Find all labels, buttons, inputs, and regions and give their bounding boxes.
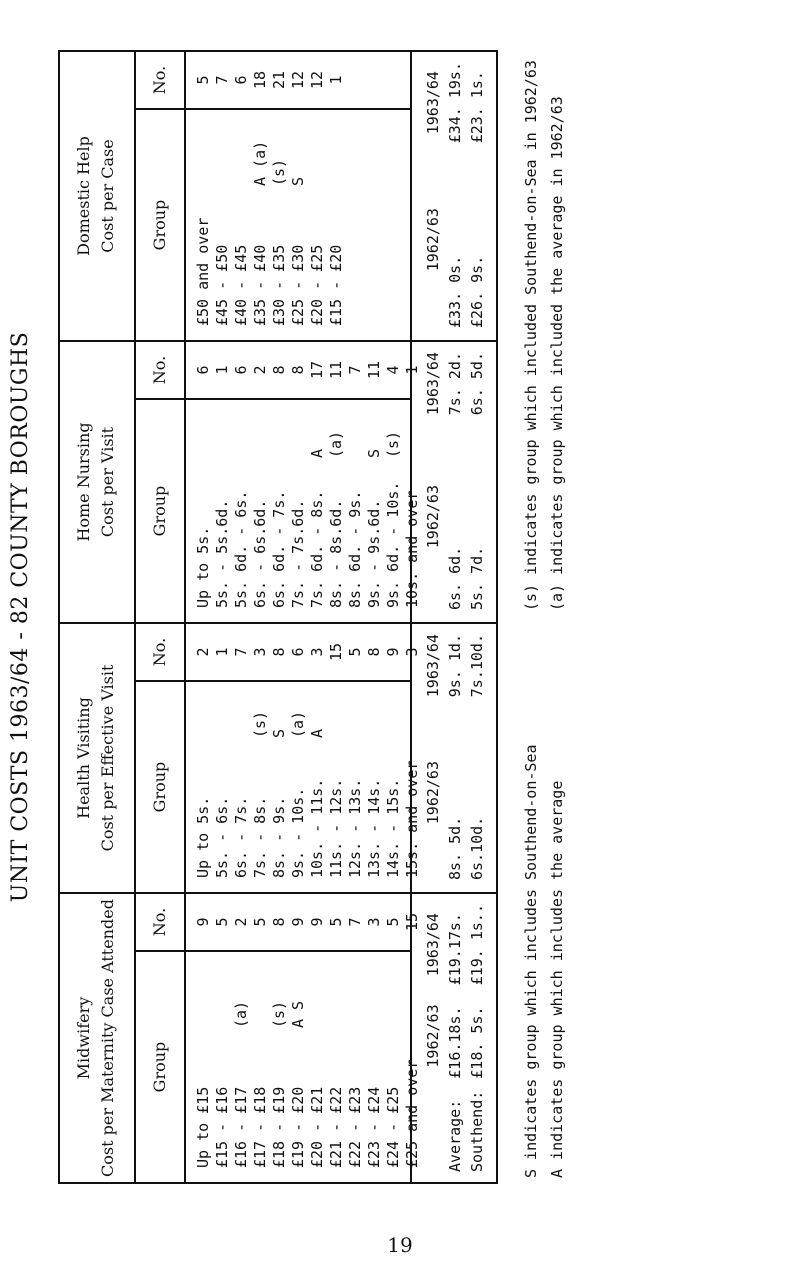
count-column-header: No. <box>136 342 186 398</box>
group-range: 14s. - 15s. <box>384 778 402 878</box>
group-marker: S <box>270 728 288 738</box>
group-marker: A <box>308 448 326 458</box>
section-heading-line-2: Cost per Effective Visit <box>98 664 117 852</box>
average-year-b: £19.17s. <box>446 913 464 986</box>
group-row <box>251 118 270 326</box>
count-value: 7 <box>232 647 250 657</box>
footer-year-a <box>412 151 496 340</box>
count-value: 18 <box>251 70 269 90</box>
group-row <box>327 118 346 326</box>
average-label: Average: <box>446 1099 464 1172</box>
count-value: 21 <box>270 70 288 90</box>
average-year-b: 9s. 1d. <box>446 634 464 698</box>
count-value: 8 <box>270 647 288 657</box>
group-range: £25 - £30 <box>289 244 307 326</box>
section-health-visiting <box>60 622 496 892</box>
count-value: 4 <box>384 365 402 375</box>
group-range: £22 - £23 <box>346 1086 364 1168</box>
count-value: 1 <box>403 365 421 375</box>
group-row <box>194 118 213 326</box>
section-heading <box>60 624 136 892</box>
group-rows <box>186 952 422 1182</box>
count-value: 15 <box>403 912 421 932</box>
group-row <box>384 960 403 1168</box>
count-value: 12 <box>308 70 326 90</box>
count-value: 9 <box>289 917 307 927</box>
count-column <box>136 342 421 398</box>
average-year-a: 8s. 5d. <box>446 816 464 880</box>
group-range: 15s. and over <box>403 760 421 878</box>
section-heading-line-2: Cost per Visit <box>98 426 117 538</box>
footer-year-a <box>412 705 496 892</box>
group-range: Up to £15 <box>194 1086 212 1168</box>
year-b-header: 1963/64 <box>424 913 442 977</box>
southend-year-b: 6s. 5d. <box>468 352 486 416</box>
count-value: 11 <box>327 360 345 380</box>
group-row <box>270 118 289 326</box>
group-row <box>365 960 384 1168</box>
average-year-a: 6s. 6d. <box>446 546 464 610</box>
count-value: 2 <box>232 917 250 927</box>
group-row <box>308 118 327 326</box>
count-column-header: No. <box>136 624 186 680</box>
group-table <box>136 624 421 892</box>
count-value: 8 <box>270 917 288 927</box>
count-value: 3 <box>251 647 269 657</box>
group-range: 10s. - 11s. <box>308 778 326 878</box>
count-rows <box>186 624 422 680</box>
group-column <box>136 950 421 1182</box>
group-row <box>270 960 289 1168</box>
group-marker: A S <box>289 1000 307 1028</box>
footer-labels <box>412 1091 496 1182</box>
group-range: £24 - £25 <box>384 1086 402 1168</box>
count-value: 9 <box>308 917 326 927</box>
count-value: 12 <box>289 70 307 90</box>
count-value: 5 <box>251 917 269 927</box>
group-column <box>136 398 421 622</box>
group-marker: (s) <box>270 158 288 186</box>
group-row <box>346 690 365 878</box>
group-marker: (s) <box>251 710 269 738</box>
count-rows <box>186 894 422 950</box>
group-range: 8s. - 9s. <box>270 796 288 878</box>
section-heading-line-1: Midwifery <box>74 996 93 1080</box>
group-row <box>194 408 213 608</box>
count-value: 11 <box>365 360 383 380</box>
average-year-a: £16.18s. <box>446 1006 464 1079</box>
group-range: £17 - £18 <box>251 1086 269 1168</box>
count-value: 5 <box>327 917 345 927</box>
count-value: 1 <box>213 365 231 375</box>
group-range: 5s. 6d. - 6s. <box>232 490 250 608</box>
group-row <box>346 408 365 608</box>
group-row <box>289 690 308 878</box>
section-heading-line-2: Cost per Case <box>98 139 117 253</box>
section-heading <box>60 894 136 1182</box>
count-rows <box>186 52 346 108</box>
group-row <box>327 960 346 1168</box>
group-range: £15 - £16 <box>213 1086 231 1168</box>
group-range: Up to 5s. <box>194 526 212 608</box>
count-column <box>136 52 410 108</box>
legend-notes <box>518 50 570 1184</box>
count-value: 15 <box>327 642 345 662</box>
average-year-a: £33. 0s. <box>446 255 464 328</box>
group-row <box>194 960 213 1168</box>
group-range: £15 - £20 <box>327 244 345 326</box>
count-column-header: No. <box>136 894 186 950</box>
group-row <box>213 960 232 1168</box>
section-heading <box>60 342 136 622</box>
footer-year-a <box>412 423 496 622</box>
group-marker: (s) <box>270 1000 288 1028</box>
count-value: 7 <box>346 365 364 375</box>
group-marker: (a) <box>232 1000 250 1028</box>
group-range: 5s. - 6s. <box>213 796 231 878</box>
group-column <box>136 680 421 892</box>
group-marker: A <box>308 728 326 738</box>
group-row <box>308 960 327 1168</box>
average-year-b: £34. 19s. <box>446 62 464 144</box>
group-range: 6s. 6d. - 7s. <box>270 490 288 608</box>
year-b-header: 1963/64 <box>424 71 442 135</box>
southend-year-a: 6s.10d. <box>468 816 486 880</box>
group-range: £30 - £35 <box>270 244 288 326</box>
count-value: 7 <box>346 917 364 927</box>
count-value: 3 <box>403 647 421 657</box>
year-a-header: 1962/63 <box>424 1004 442 1068</box>
group-rows <box>186 400 422 622</box>
group-rows <box>186 110 346 340</box>
count-value: 17 <box>308 360 326 380</box>
group-range: 8s. - 8s.6d. <box>327 499 345 608</box>
southend-label: Southend: <box>468 1090 486 1172</box>
southend-year-a: £26. 9s. <box>468 255 486 328</box>
count-value: 5 <box>384 917 402 927</box>
group-row <box>213 690 232 878</box>
note-a-paren: (a) indicates group which included the average in 1962/63 <box>548 96 566 611</box>
group-range: 7s. - 7s.6d. <box>289 499 307 608</box>
group-range: 9s. 6d. - 10s. <box>384 481 402 608</box>
group-row <box>251 960 270 1168</box>
count-value: 6 <box>232 75 250 85</box>
group-row <box>232 690 251 878</box>
count-value: 6 <box>232 365 250 375</box>
group-row <box>289 408 308 608</box>
group-range: 9s. - 9s.6d. <box>365 499 383 608</box>
page-title: UNIT COSTS 1963/64 - 82 COUNTY BOROUGHS <box>8 331 33 903</box>
group-range: £25 and over <box>403 1059 421 1168</box>
group-row <box>327 408 346 608</box>
year-b-header: 1963/64 <box>424 634 442 698</box>
year-a-header: 1962/63 <box>424 485 442 549</box>
group-marker: (a) <box>289 710 307 738</box>
group-row <box>213 408 232 608</box>
section-heading-line-1: Health Visiting <box>74 697 93 819</box>
group-range: £19 - £20 <box>289 1086 307 1168</box>
footer-spacer <box>422 1091 444 1172</box>
rotated-table-page <box>8 50 566 1184</box>
group-row <box>308 408 327 608</box>
group-column-header: Group <box>136 400 186 622</box>
group-table <box>136 894 421 1182</box>
group-rows <box>186 682 422 892</box>
page-number: 19 <box>387 1233 413 1257</box>
group-range: 6s. - 6s.6d. <box>251 499 269 608</box>
group-range: £35 - £40 <box>251 244 269 326</box>
count-value: 5 <box>346 647 364 657</box>
count-column <box>136 624 421 680</box>
group-marker: S <box>289 176 307 186</box>
group-range: 10s. and over <box>403 490 421 608</box>
count-value: 8 <box>270 365 288 375</box>
section-home-nursing <box>60 340 496 622</box>
group-range: 7s. - 8s. <box>251 796 269 878</box>
southend-year-b: £19. 1s.. <box>468 904 486 986</box>
count-column <box>136 894 421 950</box>
group-row <box>270 408 289 608</box>
count-value: 5 <box>213 917 231 927</box>
section-domestic-help <box>60 52 496 340</box>
group-marker: A (a) <box>251 140 269 186</box>
group-marker: S <box>365 448 383 458</box>
group-row <box>232 118 251 326</box>
group-range: 5s. - 5s.6d. <box>213 499 231 608</box>
group-row <box>384 690 403 878</box>
group-range: 12s. - 13s. <box>346 778 364 878</box>
group-row <box>384 408 403 608</box>
group-range: 6s. - 7s. <box>232 796 250 878</box>
group-row <box>251 690 270 878</box>
count-value: 3 <box>365 917 383 927</box>
southend-year-b: £23. 1s. <box>468 71 486 144</box>
group-row <box>365 690 384 878</box>
group-range: £18 - £19 <box>270 1086 288 1168</box>
group-range: 7s. 6d. - 8s. <box>308 490 326 608</box>
section-heading <box>60 52 136 340</box>
group-row <box>327 690 346 878</box>
group-column-header: Group <box>136 110 186 340</box>
note-a: A indicates group which includes the average <box>548 780 566 1178</box>
count-value: 2 <box>251 365 269 375</box>
averages-footer <box>412 52 496 340</box>
section-heading-line-1: Home Nursing <box>74 422 93 542</box>
group-range: 8s. 6d. - 9s. <box>346 490 364 608</box>
note-s: S indicates group which includes Southend-on-Sea <box>522 744 540 1178</box>
group-range: 11s. - 12s. <box>327 778 345 878</box>
group-range: 9s. - 10s. <box>289 787 307 878</box>
count-value: 1 <box>213 647 231 657</box>
count-value: 5 <box>194 75 212 85</box>
group-row <box>346 960 365 1168</box>
group-row <box>308 690 327 878</box>
southend-year-a: £18. 5s. <box>468 1006 486 1079</box>
group-table <box>136 52 412 340</box>
group-row <box>213 118 232 326</box>
group-row <box>232 408 251 608</box>
year-a-header: 1962/63 <box>424 208 442 272</box>
count-value: 7 <box>213 75 231 85</box>
group-range: £20 - £25 <box>308 244 326 326</box>
group-marker: (s) <box>384 430 402 458</box>
count-value: 8 <box>365 647 383 657</box>
count-value: 1 <box>327 75 345 85</box>
group-row <box>232 960 251 1168</box>
group-range: Up to 5s. <box>194 796 212 878</box>
group-table <box>136 342 421 622</box>
group-range: £40 - £45 <box>232 244 250 326</box>
footer-year-a <box>412 993 496 1090</box>
group-row <box>289 118 308 326</box>
group-marker: (a) <box>327 430 345 458</box>
southend-year-b: 7s.10d. <box>468 634 486 698</box>
group-column-header: Group <box>136 952 186 1182</box>
group-row <box>270 690 289 878</box>
count-value: 9 <box>194 917 212 927</box>
averages-footer <box>412 342 496 622</box>
footer-year-b <box>412 894 496 993</box>
averages-footer <box>412 624 496 892</box>
count-value: 8 <box>289 365 307 375</box>
count-rows <box>186 342 422 398</box>
southend-year-a: 5s. 7d. <box>468 546 486 610</box>
section-heading-line-2: Cost per Maternity Case Attended <box>98 899 117 1177</box>
group-column-header: Group <box>136 682 186 892</box>
group-range: £45 - £50 <box>213 244 231 326</box>
group-row <box>365 408 384 608</box>
average-year-b: 7s. 2d. <box>446 352 464 416</box>
count-value: 3 <box>308 647 326 657</box>
group-column <box>136 108 410 340</box>
group-row <box>289 960 308 1168</box>
year-a-header: 1962/63 <box>424 761 442 825</box>
group-range: £50 and over <box>194 217 212 326</box>
group-range: £21 - £22 <box>327 1086 345 1168</box>
count-column-header: No. <box>136 52 186 108</box>
section-midwifery <box>60 892 496 1182</box>
group-range: £16 - £17 <box>232 1086 250 1168</box>
count-value: 6 <box>289 647 307 657</box>
count-value: 2 <box>194 647 212 657</box>
group-range: £20 - £21 <box>308 1086 326 1168</box>
count-value: 6 <box>194 365 212 375</box>
count-value: 9 <box>384 647 402 657</box>
note-s-paren: (s) indicates group which included Southend-on-Sea in 1962/63 <box>522 60 540 611</box>
footer-year-b <box>412 342 496 423</box>
unit-costs-table <box>58 50 498 1184</box>
section-heading-line-1: Domestic Help <box>74 136 93 256</box>
averages-footer <box>412 894 496 1182</box>
footer-year-b <box>412 52 496 151</box>
group-range: 13s. - 14s. <box>365 778 383 878</box>
year-b-header: 1963/64 <box>424 352 442 416</box>
footer-year-b <box>412 624 496 705</box>
group-row <box>251 408 270 608</box>
group-row <box>194 690 213 878</box>
group-range: £23 - £24 <box>365 1086 383 1168</box>
